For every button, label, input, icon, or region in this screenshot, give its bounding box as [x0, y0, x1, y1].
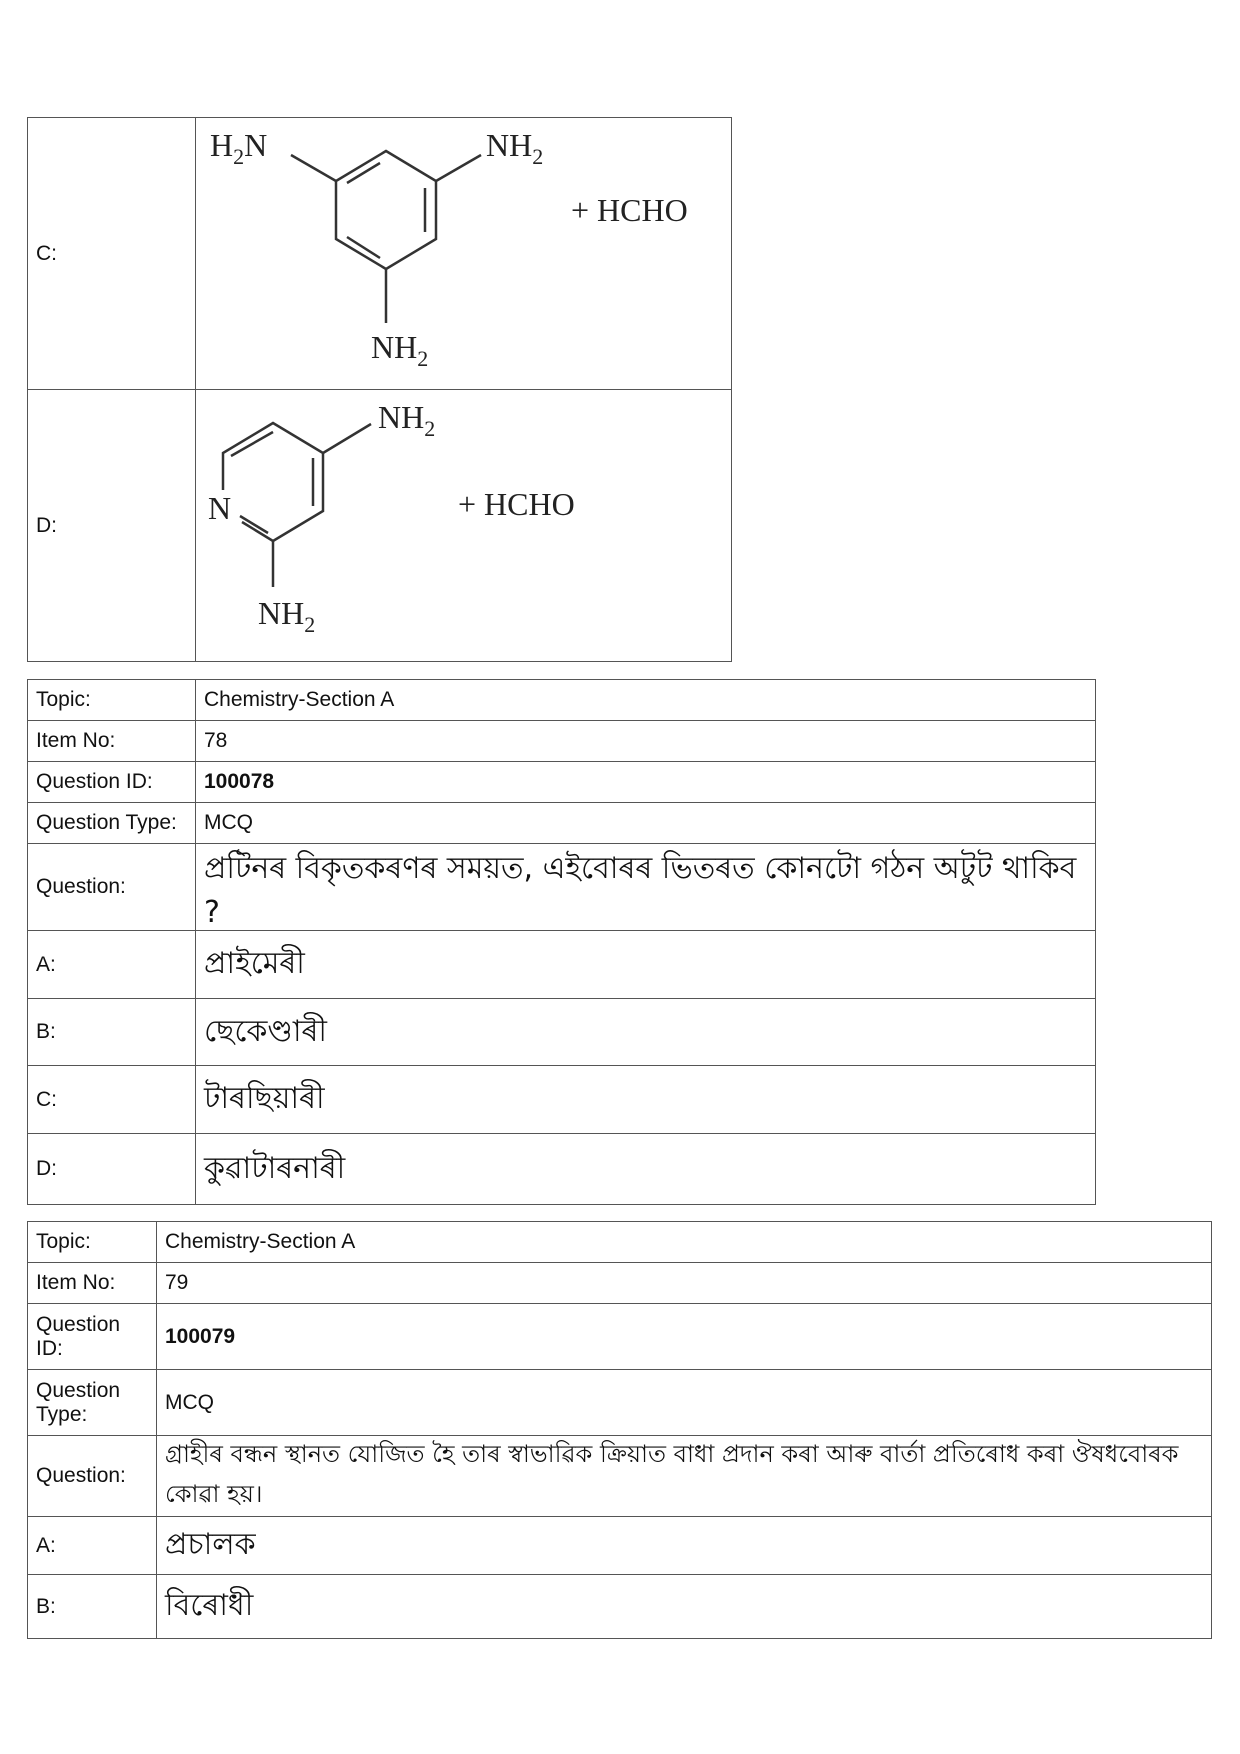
option-b-label: B:: [28, 1575, 157, 1639]
pyridine-nitrogen: N: [208, 490, 232, 526]
option-b-text: বিৰোধী: [157, 1575, 1212, 1639]
question-id-value: 100078: [196, 762, 1096, 803]
question-label: Question:: [28, 1436, 157, 1517]
option-b-text: ছেকেণ্ডাৰী: [196, 999, 1096, 1066]
amine-label-top: $NH_2$: [378, 399, 436, 441]
option-a-text: প্ৰচালক: [157, 1517, 1212, 1575]
question-type-value: MCQ: [157, 1370, 1212, 1436]
triaminobenzene-structure: [196, 118, 731, 383]
amine-label-right: $NH_2$: [486, 127, 544, 169]
topic-label: Topic:: [28, 680, 196, 721]
option-c-structure: [196, 118, 732, 390]
option-a-text: প্ৰাইমেৰী: [196, 931, 1096, 999]
reagent-label: + HCHO: [458, 486, 575, 522]
option-d-text: কুৱাটাৰনাৰী: [196, 1134, 1096, 1205]
question-table-78: [27, 679, 1096, 1205]
option-d-structure: [196, 390, 732, 662]
option-c-label: C:: [28, 1066, 196, 1134]
question-type-value: MCQ: [196, 803, 1096, 844]
question-type-label: Question Type:: [28, 1370, 157, 1436]
amine-label-bottom: $NH_2$: [258, 595, 316, 637]
question-text: প্ৰটিনৰ বিকৃতকৰণৰ সময়ত, এইবোৰৰ ভিতৰত কোনটো গঠন অটুট থাকিব ?: [196, 844, 1096, 931]
option-c-text: টাৰছিয়াৰী: [196, 1066, 1096, 1134]
option-a-label: A:: [28, 1517, 157, 1575]
option-d-label: D:: [28, 1134, 196, 1205]
option-a-label: A:: [28, 931, 196, 999]
topic-value: Chemistry-Section A: [196, 680, 1096, 721]
question-table-79: [27, 1221, 1212, 1639]
reagent-label: + HCHO: [571, 192, 688, 228]
question-text: গ্ৰাহীৰ বন্ধন স্থানত যোজিত হৈ তাৰ স্বাভাৱিক ক্ৰিয়াত বাধা প্ৰদান কৰা আৰু বাৰ্তা প্ৰতিৰোধ কৰা ঔষধবোৰক কোৱা হয়।: [157, 1436, 1212, 1517]
item-no-label: Item No:: [28, 1263, 157, 1304]
question-id-value: 100079: [157, 1304, 1212, 1370]
question-id-label: Question ID:: [28, 1304, 157, 1370]
options-table-prev: [27, 117, 732, 662]
question-type-label: Question Type:: [28, 803, 196, 844]
amine-label-left: $H_2N$: [210, 127, 268, 169]
topic-value: Chemistry-Section A: [157, 1222, 1212, 1263]
option-b-label: B:: [28, 999, 196, 1066]
option-label-d: D:: [28, 390, 196, 662]
option-label-c: C:: [28, 118, 196, 390]
topic-label: Topic:: [28, 1222, 157, 1263]
item-no-value: 79: [157, 1263, 1212, 1304]
question-label: Question:: [28, 844, 196, 931]
diaminopyridine-structure: [196, 390, 731, 655]
item-no-value: 78: [196, 721, 1096, 762]
item-no-label: Item No:: [28, 721, 196, 762]
question-id-label: Question ID:: [28, 762, 196, 803]
amine-label-bottom: $NH_2$: [371, 329, 429, 371]
